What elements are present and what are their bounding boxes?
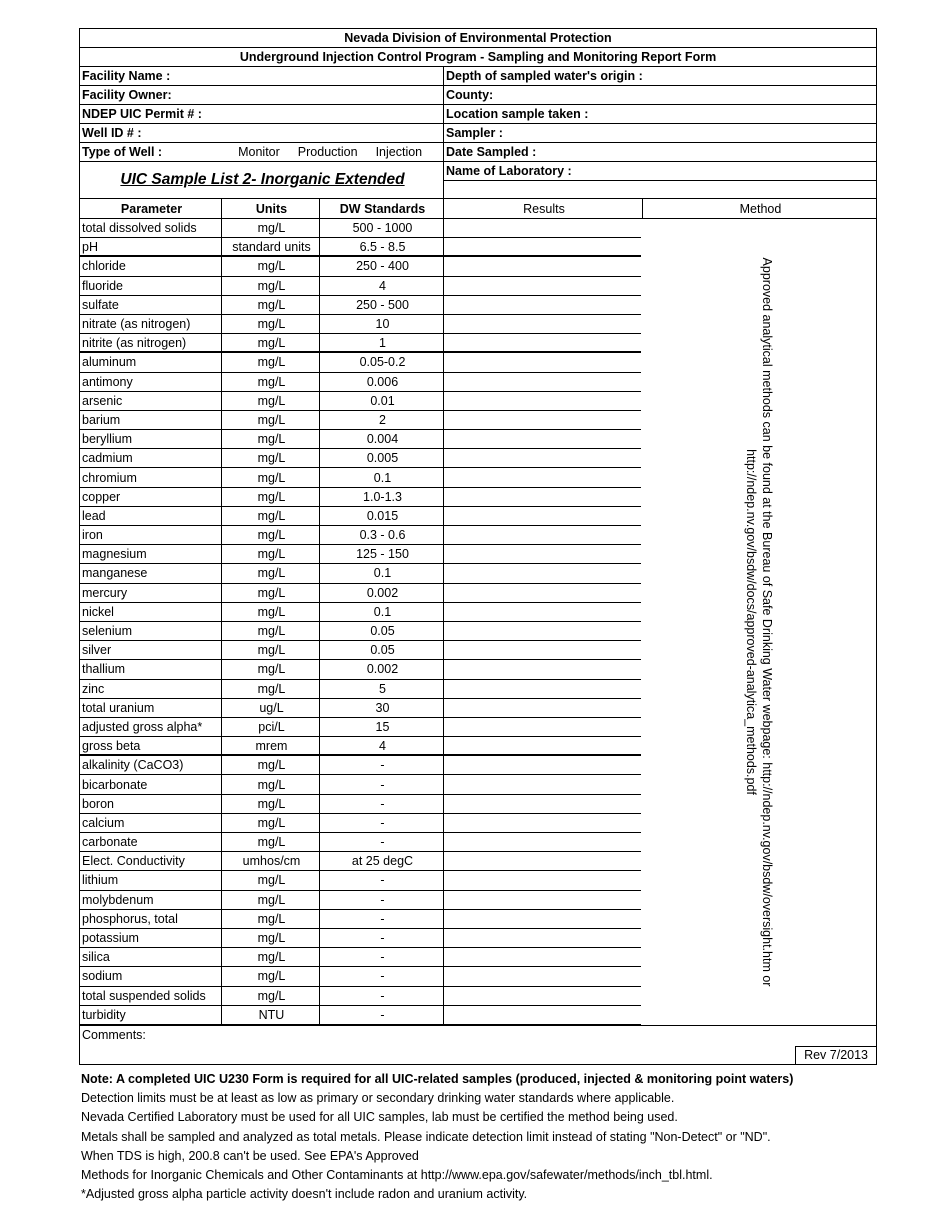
units-cell: mg/L (222, 814, 320, 832)
parameter-cell: alkalinity (CaCO3) (80, 756, 222, 774)
form-title: Underground Injection Control Program - Sampling and Monitoring Report Form (239, 50, 717, 64)
col-dw-standards: DW Standards (320, 199, 444, 218)
parameter-cell: lead (80, 507, 222, 525)
result-input[interactable] (444, 584, 643, 602)
permit-field[interactable]: NDEP UIC Permit # : (80, 105, 444, 123)
well-type-monitor[interactable]: Monitor (238, 145, 280, 159)
result-input[interactable] (444, 296, 643, 314)
county-field[interactable]: County: (446, 88, 494, 102)
units-cell: mg/L (222, 775, 320, 793)
lab-blank (444, 181, 876, 198)
dw-standard-cell: 4 (320, 737, 444, 754)
units-cell: standard units (222, 238, 320, 255)
parameter-cell: Elect. Conductivity (80, 852, 222, 870)
well-type-field (80, 143, 444, 161)
result-input[interactable] (444, 603, 643, 621)
dw-standard-cell: - (320, 795, 444, 813)
dw-standard-cell: - (320, 891, 444, 909)
result-input[interactable] (444, 334, 643, 351)
note-line: *Adjusted gross alpha particle activity doesn't include radon and uranium activity. (81, 1187, 528, 1202)
revision-label: Rev 7/2013 (795, 1046, 876, 1064)
dw-standard-cell: - (320, 967, 444, 985)
dw-standard-cell: - (320, 929, 444, 947)
units-cell: mrem (222, 737, 320, 754)
units-cell: mg/L (222, 891, 320, 909)
col-parameter: Parameter (80, 199, 222, 218)
report-form (79, 28, 877, 1065)
parameter-cell: arsenic (80, 392, 222, 410)
parameter-cell: sodium (80, 967, 222, 985)
dw-standard-cell: 15 (320, 718, 444, 736)
units-cell: mg/L (222, 277, 320, 295)
units-cell: mg/L (222, 449, 320, 467)
field-row (80, 86, 876, 105)
sample-list-title-block (80, 162, 876, 199)
result-input[interactable] (444, 795, 643, 813)
units-cell: mg/L (222, 219, 320, 237)
result-input[interactable] (444, 948, 643, 966)
units-cell: mg/L (222, 871, 320, 889)
result-input[interactable] (444, 238, 643, 255)
result-input[interactable] (444, 622, 643, 640)
dw-standard-cell: - (320, 1006, 444, 1024)
units-cell: mg/L (222, 257, 320, 275)
depth-field[interactable]: Depth of sampled water's origin : (446, 69, 643, 83)
result-input[interactable] (444, 987, 643, 1005)
result-input[interactable] (444, 373, 643, 391)
units-cell: mg/L (222, 584, 320, 602)
parameter-cell: mercury (80, 584, 222, 602)
result-input[interactable] (444, 660, 643, 678)
revision-row (80, 1045, 876, 1064)
parameter-cell: total uranium (80, 699, 222, 717)
field-row (80, 105, 876, 124)
parameter-cell: chromium (80, 468, 222, 486)
col-method: Method (739, 201, 782, 216)
method-note: Approved analytical methods can be found at the Bureau of Safe Drinking Water webpage: http://ndep.nv.gov/bsdw/oversight.htm or http://ndep.nv.gov/bsdw/docs/approved-analytica_methods.pdf (743, 257, 774, 987)
parameter-cell: lithium (80, 871, 222, 889)
note-line: When TDS is high, 200.8 can't be used. See EPA's Approved (81, 1148, 419, 1163)
facility-name-field[interactable]: Facility Name : (80, 67, 444, 85)
parameter-cell: barium (80, 411, 222, 429)
result-input[interactable] (444, 967, 643, 985)
result-input[interactable] (444, 564, 643, 582)
units-cell: mg/L (222, 373, 320, 391)
result-input[interactable] (444, 680, 643, 698)
parameter-cell: bicarbonate (80, 775, 222, 793)
units-cell: mg/L (222, 468, 320, 486)
units-cell: NTU (222, 1006, 320, 1024)
result-input[interactable] (444, 852, 643, 870)
dw-standard-cell: 125 - 150 (320, 545, 444, 563)
units-cell: pci/L (222, 718, 320, 736)
well-type-injection[interactable]: Injection (375, 145, 423, 159)
note-line: Nevada Certified Laboratory must be used for all UIC samples, lab must be certified the method being used. (81, 1110, 678, 1125)
parameter-cell: phosphorus, total (80, 910, 222, 928)
units-cell: mg/L (222, 756, 320, 774)
parameter-cell: iron (80, 526, 222, 544)
dw-standard-cell: 2 (320, 411, 444, 429)
result-input[interactable] (444, 219, 643, 237)
result-input[interactable] (444, 449, 643, 467)
units-cell: mg/L (222, 948, 320, 966)
result-input[interactable] (444, 411, 643, 429)
dw-standard-cell: 0.05 (320, 641, 444, 659)
lab-block (444, 162, 876, 198)
dw-standard-cell: 1 (320, 334, 444, 351)
org-name: Nevada Division of Environmental Protection (344, 31, 612, 45)
lab-name-field[interactable]: Name of Laboratory : (444, 162, 876, 181)
result-input[interactable] (444, 488, 643, 506)
dw-standard-cell: 0.05-0.2 (320, 353, 444, 371)
parameter-cell: fluoride (80, 277, 222, 295)
units-cell: mg/L (222, 622, 320, 640)
parameter-cell: selenium (80, 622, 222, 640)
units-cell: mg/L (222, 488, 320, 506)
dw-standard-cell: 6.5 - 8.5 (320, 238, 444, 255)
result-input[interactable] (444, 257, 643, 275)
column-header-row (80, 199, 876, 219)
parameter-cell: copper (80, 488, 222, 506)
parameter-cell: aluminum (80, 353, 222, 371)
dw-standard-cell: - (320, 910, 444, 928)
dw-standard-cell: 0.05 (320, 622, 444, 640)
parameter-cell: magnesium (80, 545, 222, 563)
parameter-cell: boron (80, 795, 222, 813)
well-type-production[interactable]: Production (297, 145, 358, 159)
result-input[interactable] (444, 545, 643, 563)
units-cell: mg/L (222, 929, 320, 947)
units-cell: mg/L (222, 315, 320, 333)
parameter-cell: gross beta (80, 737, 222, 754)
facility-owner-field[interactable]: Facility Owner: (80, 86, 444, 104)
units-cell: mg/L (222, 564, 320, 582)
parameter-cell: sulfate (80, 296, 222, 314)
units-cell: mg/L (222, 987, 320, 1005)
field-row (80, 143, 876, 162)
result-input[interactable] (444, 756, 643, 774)
parameter-cell: nickel (80, 603, 222, 621)
parameter-cell: beryllium (80, 430, 222, 448)
parameter-cell: carbonate (80, 833, 222, 851)
units-cell: mg/L (222, 296, 320, 314)
dw-standard-cell: - (320, 948, 444, 966)
dw-standard-cell: - (320, 987, 444, 1005)
note-line: Methods for Inorganic Chemicals and Other Contaminants at http://www.epa.gov/safewater/methods/inch_tbl.html. (81, 1167, 713, 1182)
parameter-cell: thallium (80, 660, 222, 678)
dw-standard-cell: 0.1 (320, 603, 444, 621)
parameter-cell: zinc (80, 680, 222, 698)
sample-table (80, 199, 876, 1025)
units-cell: mg/L (222, 411, 320, 429)
parameter-cell: turbidity (80, 1006, 222, 1024)
units-cell: mg/L (222, 507, 320, 525)
parameter-cell: molybdenum (80, 891, 222, 909)
dw-standard-cell: - (320, 756, 444, 774)
dw-standard-cell: 1.0-1.3 (320, 488, 444, 506)
dw-standard-cell: at 25 degC (320, 852, 444, 870)
note-line: Metals shall be sampled and analyzed as total metals. Please indicate detection limit instead of stating "Non-Detect" or "ND". (81, 1129, 771, 1144)
dw-standard-cell: 500 - 1000 (320, 219, 444, 237)
parameter-cell: cadmium (80, 449, 222, 467)
method-cell (641, 219, 876, 1025)
dw-standard-cell: 0.005 (320, 449, 444, 467)
result-input[interactable] (444, 891, 643, 909)
units-cell: mg/L (222, 430, 320, 448)
result-input[interactable] (444, 699, 643, 717)
field-row (80, 124, 876, 143)
units-cell: mg/L (222, 680, 320, 698)
sampler-field[interactable]: Sampler : (446, 126, 503, 140)
field-row (80, 67, 876, 86)
dw-standard-cell: 0.002 (320, 660, 444, 678)
result-input[interactable] (444, 315, 643, 333)
well-type-label: Type of Well : (82, 145, 163, 159)
units-cell: mg/L (222, 545, 320, 563)
notes-section (81, 1070, 861, 1204)
result-input[interactable] (444, 430, 643, 448)
units-cell: mg/L (222, 910, 320, 928)
location-field[interactable]: Location sample taken : (446, 107, 589, 121)
note-line: Note: A completed UIC U230 Form is required for all UIC-related samples (produced, injected & monitoring point waters) (81, 1072, 794, 1086)
units-cell: mg/L (222, 334, 320, 351)
dw-standard-cell: 250 - 400 (320, 257, 444, 275)
result-input[interactable] (444, 507, 643, 525)
result-input[interactable] (444, 775, 643, 793)
col-results: Results (444, 199, 643, 218)
result-input[interactable] (444, 526, 643, 544)
dw-standard-cell: 0.1 (320, 468, 444, 486)
dw-standard-cell: 4 (320, 277, 444, 295)
parameter-cell: silver (80, 641, 222, 659)
units-cell: mg/L (222, 353, 320, 371)
parameter-cell: silica (80, 948, 222, 966)
parameter-cell: nitrite (as nitrogen) (80, 334, 222, 351)
sample-list-title: UIC Sample List 2- Inorganic Extended (80, 162, 444, 198)
dw-standard-cell: 250 - 500 (320, 296, 444, 314)
result-input[interactable] (444, 929, 643, 947)
comments-field[interactable] (80, 1025, 876, 1045)
dw-standard-cell: 10 (320, 315, 444, 333)
units-cell: mg/L (222, 526, 320, 544)
well-id-field[interactable]: Well ID # : (80, 124, 444, 142)
dw-standard-cell: - (320, 775, 444, 793)
result-input[interactable] (444, 353, 643, 371)
parameter-cell: chloride (80, 257, 222, 275)
result-input[interactable] (444, 871, 643, 889)
parameter-cell: manganese (80, 564, 222, 582)
org-header (80, 29, 876, 48)
form-title-row (80, 48, 876, 67)
result-input[interactable] (444, 814, 643, 832)
units-cell: mg/L (222, 795, 320, 813)
dw-standard-cell: 0.1 (320, 564, 444, 582)
units-cell: umhos/cm (222, 852, 320, 870)
parameter-cell: adjusted gross alpha* (80, 718, 222, 736)
units-cell: mg/L (222, 603, 320, 621)
dw-standard-cell: 0.01 (320, 392, 444, 410)
comments-label: Comments: (82, 1028, 146, 1043)
dw-standard-cell: 0.002 (320, 584, 444, 602)
units-cell: mg/L (222, 967, 320, 985)
dw-standard-cell: - (320, 871, 444, 889)
dw-standard-cell: 0.3 - 0.6 (320, 526, 444, 544)
result-input[interactable] (444, 392, 643, 410)
result-input[interactable] (444, 718, 643, 736)
result-input[interactable] (444, 910, 643, 928)
result-input[interactable] (444, 737, 643, 754)
parameter-cell: total dissolved solids (80, 219, 222, 237)
units-cell: mg/L (222, 392, 320, 410)
parameter-cell: total suspended solids (80, 987, 222, 1005)
dw-standard-cell: 0.004 (320, 430, 444, 448)
parameter-cell: pH (80, 238, 222, 255)
parameter-cell: potassium (80, 929, 222, 947)
units-cell: mg/L (222, 641, 320, 659)
result-input[interactable] (444, 641, 643, 659)
dw-standard-cell: - (320, 833, 444, 851)
note-line: Detection limits must be at least as low as primary or secondary drinking water standards where applicable. (81, 1091, 675, 1106)
dw-standard-cell: 0.006 (320, 373, 444, 391)
parameter-cell: antimony (80, 373, 222, 391)
well-type-options (238, 145, 422, 159)
units-cell: mg/L (222, 660, 320, 678)
result-input[interactable] (444, 468, 643, 486)
date-sampled-field[interactable]: Date Sampled : (446, 145, 537, 159)
units-cell: ug/L (222, 699, 320, 717)
parameter-cell: calcium (80, 814, 222, 832)
col-units: Units (222, 199, 320, 218)
result-input[interactable] (444, 833, 643, 851)
dw-standard-cell: 30 (320, 699, 444, 717)
result-input[interactable] (444, 277, 643, 295)
dw-standard-cell: - (320, 814, 444, 832)
result-input[interactable] (444, 1006, 643, 1024)
parameter-cell: nitrate (as nitrogen) (80, 315, 222, 333)
dw-standard-cell: 0.015 (320, 507, 444, 525)
units-cell: mg/L (222, 833, 320, 851)
dw-standard-cell: 5 (320, 680, 444, 698)
